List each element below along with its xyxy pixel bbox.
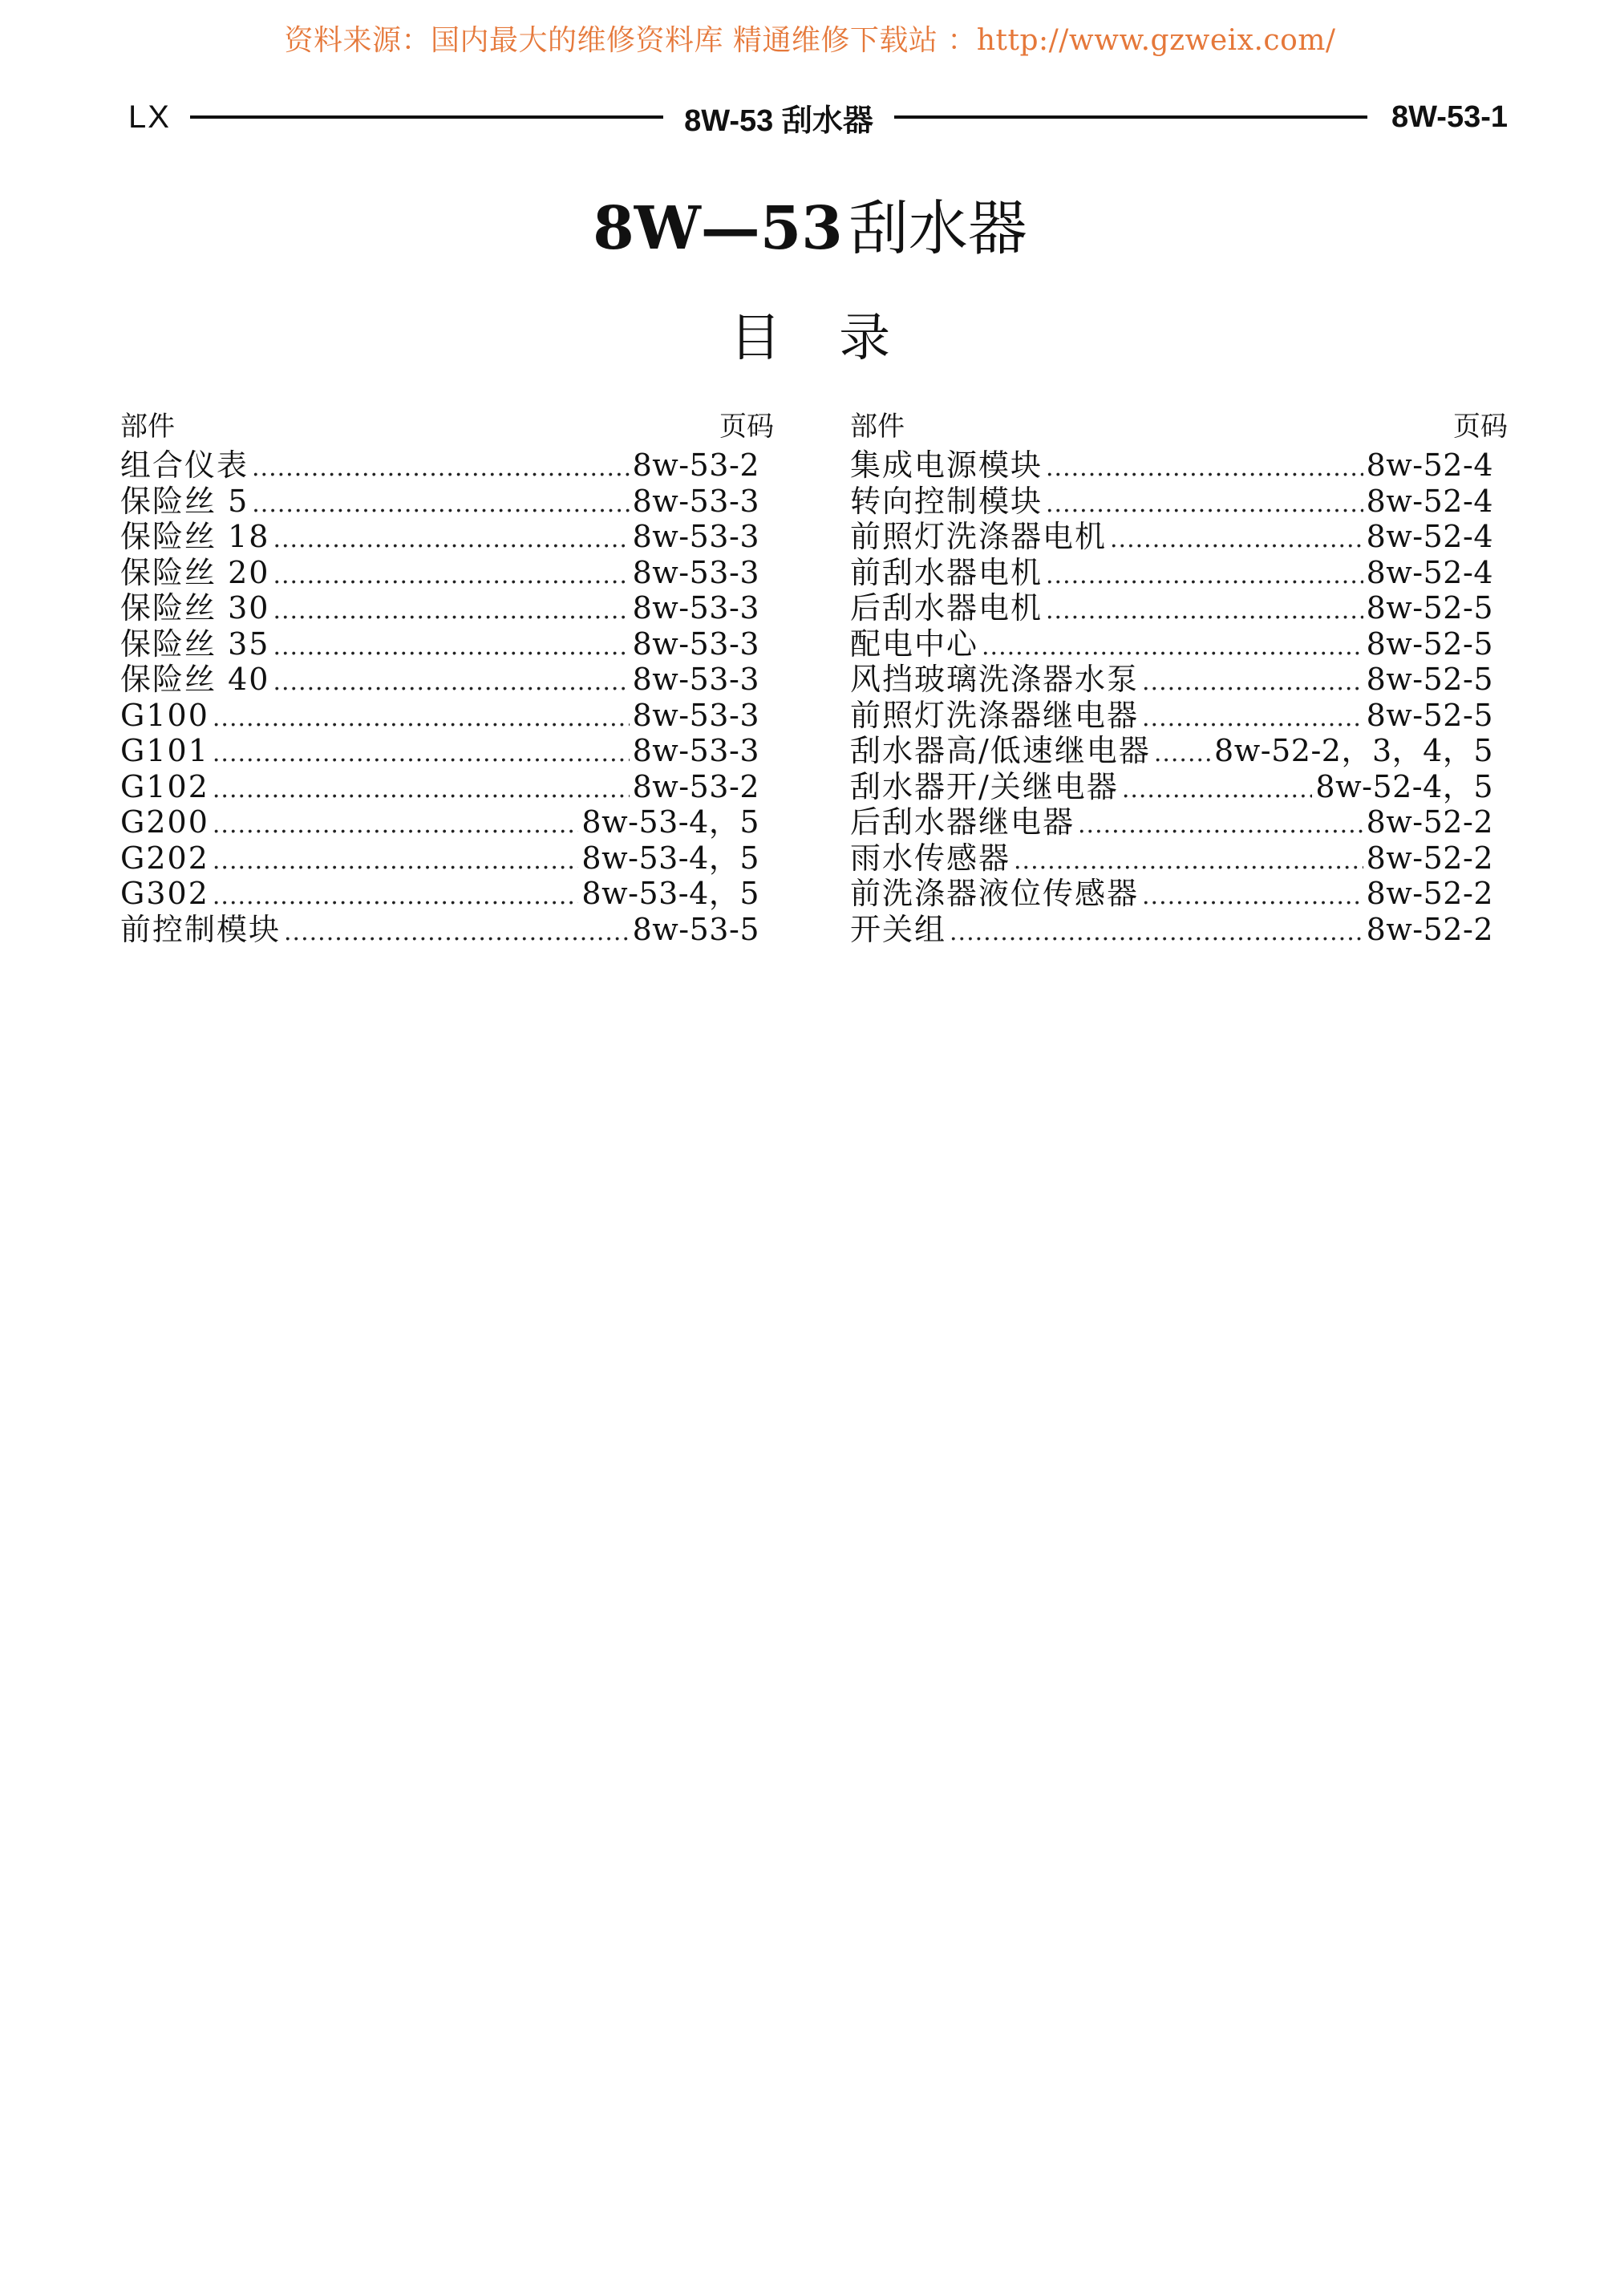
toc-entry[interactable] xyxy=(120,555,774,591)
toc-entry-name: 组合仪表 xyxy=(120,447,249,483)
toc-entry-page: 8w-52-2，3，4，5 xyxy=(1214,733,1493,768)
column-header-component: 部件 xyxy=(850,411,905,443)
dot-leader xyxy=(252,487,629,523)
dot-leader xyxy=(1046,558,1363,594)
dot-leader xyxy=(1046,593,1363,630)
dot-leader xyxy=(1142,665,1363,701)
dot-leader xyxy=(1122,772,1313,808)
toc-entry-page: 8w-52-4，5 xyxy=(1315,768,1493,804)
toc-entry-name: 保险丝 20 xyxy=(120,554,270,590)
toc-entry-page: 8w-53-4，5 xyxy=(581,876,759,911)
dot-leader xyxy=(1142,879,1363,915)
toc-entry-name: 开关组 xyxy=(850,911,947,947)
header-rule-left xyxy=(190,115,663,119)
toc-entry-name: 保险丝 5 xyxy=(120,483,249,519)
column-header-page: 页码 xyxy=(719,411,774,443)
dot-leader xyxy=(213,808,579,844)
toc-entry[interactable] xyxy=(120,876,774,912)
toc-entry-name: 后刮水器继电器 xyxy=(850,804,1075,840)
toc-entry-page: 8w-52-5 xyxy=(1366,697,1493,733)
toc-entry[interactable] xyxy=(850,519,1508,555)
toc-entry[interactable] xyxy=(850,733,1508,769)
toc-heading: 目 录 xyxy=(729,309,912,368)
title-name: 刮水器 xyxy=(848,194,1027,263)
toc-entry-name: 转向控制模块 xyxy=(850,483,1043,519)
toc-entry[interactable] xyxy=(850,447,1508,484)
toc-entry-page: 8w-52-4 xyxy=(1366,483,1493,519)
toc-entry-name: 风挡玻璃洗涤器水泵 xyxy=(850,662,1140,697)
toc-entry[interactable] xyxy=(120,484,774,520)
toc-entry-name: G102 xyxy=(120,768,209,804)
toc-entry-page: 8w-52-5 xyxy=(1366,590,1493,626)
toc-entry[interactable] xyxy=(120,769,774,805)
toc-entry[interactable] xyxy=(120,804,774,840)
toc-entry-page: 8w-53-4，5 xyxy=(581,804,759,840)
column-header xyxy=(120,409,774,444)
toc-entry-page: 8w-53-2 xyxy=(632,768,759,804)
header-section: 8W-53 刮水器 xyxy=(684,103,873,138)
toc-entry[interactable] xyxy=(850,626,1508,662)
toc-entry[interactable] xyxy=(850,769,1508,805)
toc-entry[interactable] xyxy=(120,447,774,484)
dot-leader xyxy=(213,772,630,808)
toc-entry-page: 8w-53-3 xyxy=(632,697,759,733)
column-header-page: 页码 xyxy=(1453,411,1508,443)
toc-entry-name: G101 xyxy=(120,733,209,768)
dot-leader xyxy=(1142,701,1363,737)
toc-entry[interactable] xyxy=(120,662,774,698)
toc-entry[interactable] xyxy=(850,840,1508,877)
toc-entry-name: G200 xyxy=(120,804,209,840)
column-header-component: 部件 xyxy=(120,411,175,443)
toc-entry[interactable] xyxy=(120,733,774,769)
dot-leader xyxy=(252,451,630,487)
toc-entry-name: 保险丝 40 xyxy=(120,662,270,697)
toc-entry-page: 8w-52-4 xyxy=(1366,447,1493,483)
title-code: 8W—53 xyxy=(593,194,843,263)
toc-entry[interactable] xyxy=(120,626,774,662)
toc-entry-name: 配电中心 xyxy=(850,626,979,662)
toc-entry[interactable] xyxy=(850,555,1508,591)
toc-entry-page: 8w-52-2 xyxy=(1366,911,1493,947)
toc-entry-page: 8w-53-3 xyxy=(632,733,759,768)
toc-entry-name: 前照灯洗涤器电机 xyxy=(850,519,1108,554)
toc-entry-name: 前照灯洗涤器继电器 xyxy=(850,697,1140,733)
toc-entry-name: 前刮水器电机 xyxy=(850,554,1043,590)
toc-entry-page: 8w-52-4 xyxy=(1366,554,1493,590)
dot-leader xyxy=(273,558,629,594)
toc-entry[interactable] xyxy=(850,804,1508,840)
toc-entry-name: 保险丝 35 xyxy=(120,626,270,662)
page-title xyxy=(0,181,1620,266)
toc-entry[interactable] xyxy=(850,662,1508,698)
toc-entry-page: 8w-53-3 xyxy=(632,519,759,554)
dot-leader xyxy=(950,915,1363,951)
dot-leader xyxy=(284,915,630,951)
dot-leader xyxy=(1078,808,1363,844)
toc-entry-page: 8w-52-5 xyxy=(1366,662,1493,697)
toc-entry-page: 8w-53-2 xyxy=(632,447,759,483)
toc-entry-name: 后刮水器电机 xyxy=(850,590,1043,626)
dot-leader xyxy=(1046,487,1363,523)
toc-entry-name: 前控制模块 xyxy=(120,911,281,947)
dot-leader xyxy=(213,844,579,880)
dot-leader xyxy=(982,630,1363,666)
toc-entry-page: 8w-53-3 xyxy=(632,554,759,590)
dot-leader xyxy=(1046,451,1363,487)
dot-leader xyxy=(1154,736,1211,772)
dot-leader xyxy=(273,522,629,558)
toc-entry[interactable] xyxy=(850,698,1508,734)
toc-entry-name: G202 xyxy=(120,840,209,876)
header-model: LX xyxy=(128,99,171,135)
toc-entry[interactable] xyxy=(120,840,774,877)
toc-entry[interactable] xyxy=(850,912,1508,948)
toc-entry-name: G100 xyxy=(120,697,209,733)
toc-entry[interactable] xyxy=(850,876,1508,912)
toc-right-column xyxy=(850,409,1508,947)
header-page-number: 8W-53-1 xyxy=(1391,99,1508,134)
dot-leader xyxy=(213,879,579,915)
dot-leader xyxy=(1014,844,1363,880)
source-banner[interactable]: 资料来源：国内最大的维修资料库 精通维修下载站 ：http://www.gzweix.com/ xyxy=(284,24,1336,57)
toc-entry-page: 8w-52-2 xyxy=(1366,804,1493,840)
column-header xyxy=(850,409,1508,444)
dot-leader xyxy=(1110,522,1363,558)
toc-entry-name: 保险丝 18 xyxy=(120,519,270,554)
toc-entry[interactable] xyxy=(120,519,774,555)
dot-leader xyxy=(213,736,630,772)
toc-entry-page: 8w-53-3 xyxy=(632,590,759,626)
toc-left-column xyxy=(120,409,774,947)
toc-entry-name: 保险丝 30 xyxy=(120,590,270,626)
toc-entry-name: 雨水传感器 xyxy=(850,840,1011,876)
toc-entry[interactable] xyxy=(850,590,1508,626)
dot-leader xyxy=(213,701,630,737)
toc-entry-page: 8w-53-3 xyxy=(632,626,759,662)
toc-entry-page: 8w-52-4 xyxy=(1366,519,1493,554)
toc-entry[interactable] xyxy=(120,912,774,948)
toc-entry[interactable] xyxy=(120,698,774,734)
running-header xyxy=(128,95,1508,140)
dot-leader xyxy=(273,665,629,701)
toc-entry-page: 8w-53-3 xyxy=(632,483,759,519)
toc-entry[interactable] xyxy=(120,590,774,626)
toc-entry-page: 8w-52-2 xyxy=(1366,876,1493,911)
toc-entry-name: 刮水器开/关继电器 xyxy=(850,768,1119,804)
toc-entry-page: 8w-52-5 xyxy=(1366,626,1493,662)
toc-entry-name: 刮水器高/低速继电器 xyxy=(850,733,1151,768)
toc-entry-page: 8w-52-2 xyxy=(1366,840,1493,876)
toc-entry-page: 8w-53-3 xyxy=(632,662,759,697)
toc-entry-name: 集成电源模块 xyxy=(850,447,1043,483)
toc-entry[interactable] xyxy=(850,484,1508,520)
dot-leader xyxy=(273,593,629,630)
header-rule-right xyxy=(894,115,1367,119)
dot-leader xyxy=(273,630,629,666)
toc-entry-page: 8w-53-4，5 xyxy=(581,840,759,876)
toc-entry-name: 前洗涤器液位传感器 xyxy=(850,876,1140,911)
toc-entry-name: G302 xyxy=(120,876,209,911)
toc-entry-page: 8w-53-5 xyxy=(632,911,759,947)
